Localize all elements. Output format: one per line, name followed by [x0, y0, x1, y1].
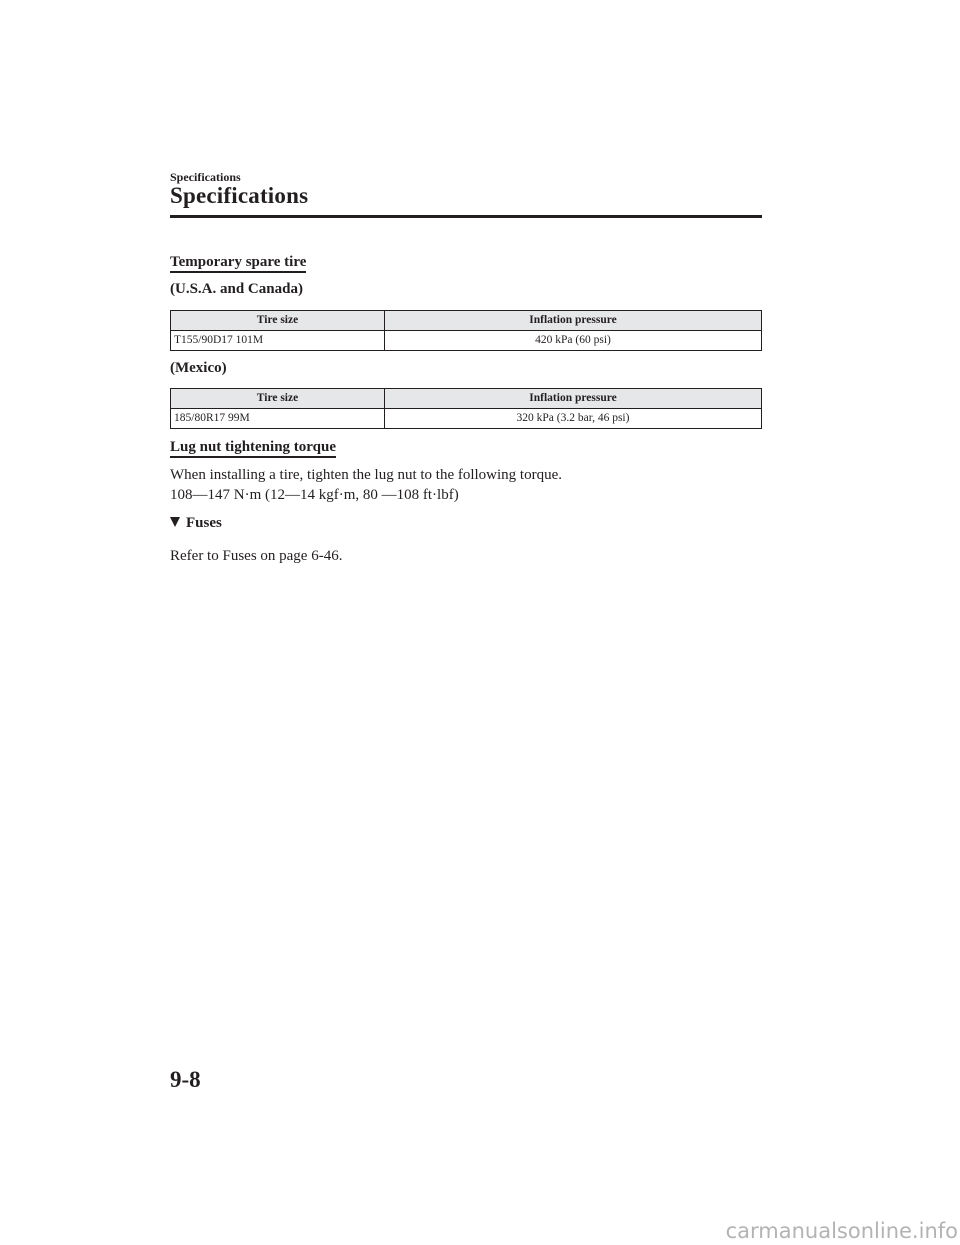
- section-heading-lug-nut-torque: [170, 439, 336, 456]
- chapter-title: Specifications: [170, 183, 309, 208]
- lug-nut-torque-value: 108―147 N·m (12―14 kgf·m, 80 ―108 ft·lbf): [170, 487, 459, 503]
- column-header-inflation-pressure: Inflation pressure: [385, 311, 762, 331]
- cell-tire-size: 185/80R17 99M: [171, 409, 385, 429]
- page-number: 9-8: [170, 1067, 201, 1092]
- sub-heading-usa-canada: (U.S.A. and Canada): [170, 281, 303, 297]
- lug-nut-instruction: When installing a tire, tighten the lug nut to the following torque.: [170, 467, 563, 483]
- spare-tire-table-usa-canada: [170, 310, 762, 351]
- table-header-row: [171, 389, 762, 409]
- fuses-heading-label: Fuses: [186, 515, 222, 531]
- section-heading-temporary-spare-tire: [170, 254, 306, 271]
- title-divider: [170, 215, 762, 218]
- column-header-tire-size: Tire size: [171, 389, 385, 409]
- table-row: [171, 331, 762, 351]
- cell-tire-size: T155/90D17 101M: [171, 331, 385, 351]
- running-head: Specifications: [170, 170, 241, 184]
- table-row: [171, 409, 762, 429]
- cell-inflation-pressure: 420 kPa (60 psi): [385, 331, 762, 351]
- column-header-tire-size: Tire size: [171, 311, 385, 331]
- table-header-row: [171, 311, 762, 331]
- section-heading-label: Temporary spare tire: [170, 254, 306, 273]
- cell-inflation-pressure: 320 kPa (3.2 bar, 46 psi): [385, 409, 762, 429]
- sub-heading-mexico: (Mexico): [170, 360, 227, 376]
- column-header-inflation-pressure: Inflation pressure: [385, 389, 762, 409]
- section-heading-fuses: [170, 515, 222, 532]
- fuses-reference-text: Refer to Fuses on page 6-46.: [170, 548, 343, 564]
- watermark: carmanualsonline.info: [725, 1219, 958, 1243]
- spare-tire-table-mexico: [170, 388, 762, 429]
- triangle-down-icon: [170, 517, 180, 527]
- section-heading-label: Lug nut tightening torque: [170, 439, 336, 458]
